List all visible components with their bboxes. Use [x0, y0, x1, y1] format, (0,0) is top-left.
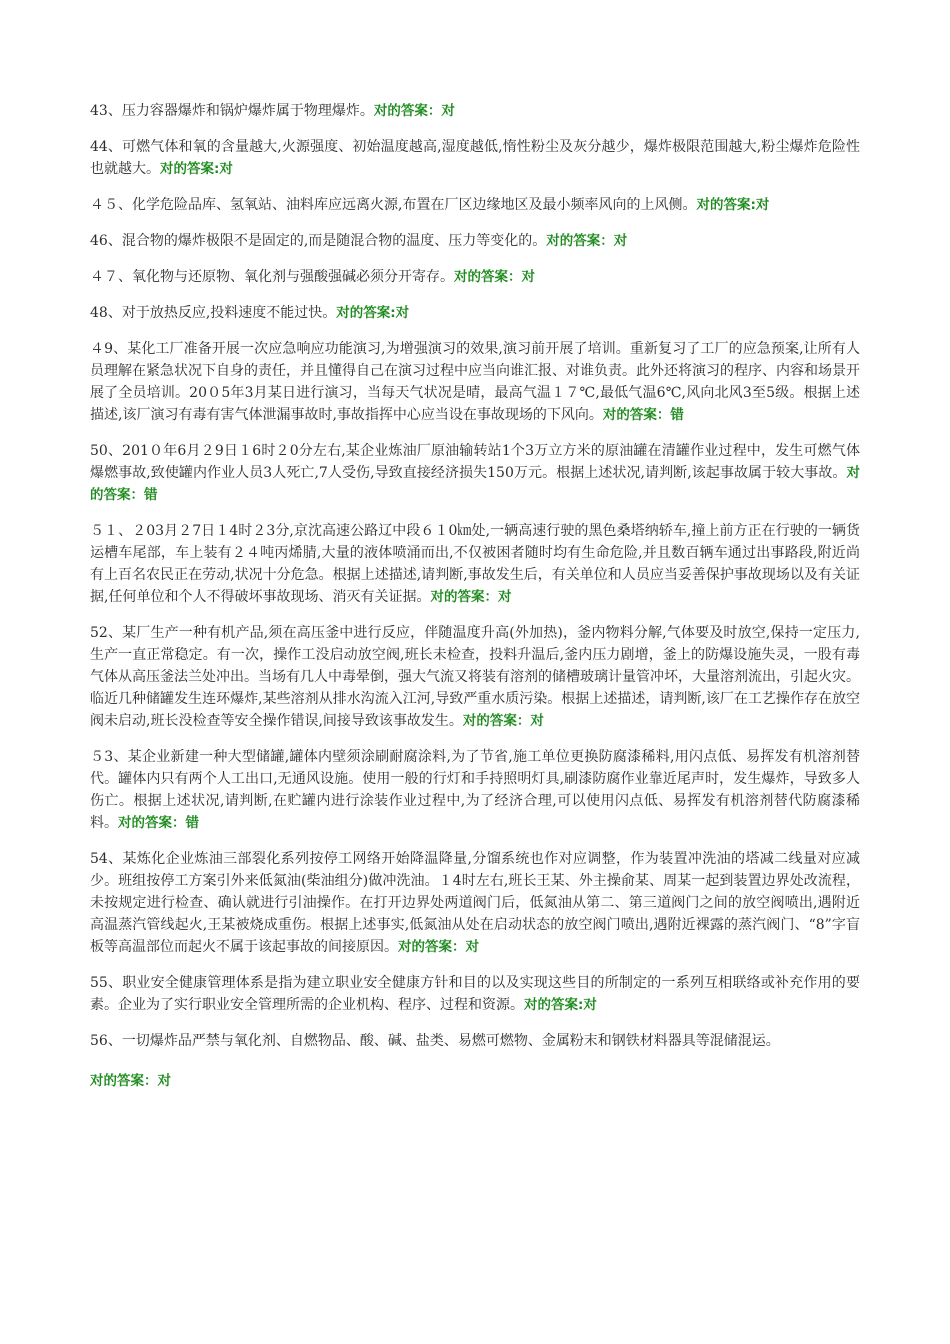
question-54: 54、某炼化企业炼油三部裂化系列按停工网络开始降温降量,分馏系统也作对应调整，作为装置冲洗油的塔减二线量对应减少。班组按停工方案引外来低氮油(柴油组分)做冲洗油。１4时左右,班长王某、外主操俞某、周某一起到装置边界处改流程，未按规定进行检查、确认就进行引油操作。在打开边界处两道阀门后，低氮油从第二、第三道阀门之间的放空阀喷出,遇附近高温蒸汽管线起火,王某被烧成重伤。根据上述事实,低氮油从处在启动状态的放空阀门喷出,遇附近裸露的蒸汽阀门、“8”字盲板等高温部位而起火不属于该起事故的间接原因。对的答案：对 — [90, 851, 860, 955]
answer-label: 对的答案：对 — [398, 939, 479, 955]
answer-label: 对的答案：对 — [546, 233, 628, 249]
answer-label: 对的答案：对 — [373, 103, 455, 119]
question-48: 48、对于放热反应,投料速度不能过快。对的答案:对 — [90, 305, 410, 321]
answer-label: 对的答案：对 — [90, 1073, 171, 1089]
answer-label: 对的答案：错 — [90, 465, 860, 503]
answer-label: 对的答案：对 — [462, 713, 544, 729]
question-50: 50、201０年6月２9日１6时２0分左右,某企业炼油厂原油输转站1个3万立方米的原油罐在清罐作业过程中，发生可燃气体爆燃事故,致使罐内作业人员3人死亡,7人受伤,导致直接经济损失150万元。根据上述状况,请判断,该起事故属于较大事故。对的答案：错 — [90, 443, 860, 503]
answer-label: 对的答案:对 — [524, 997, 597, 1013]
answer-label: 对的答案：对 — [454, 269, 535, 285]
question-45: ４５、化学危险品库、氢氧站、油料库应远离火源,布置在厂区边缘地区及最小频率风向的上风侧。对的答案:对 — [90, 197, 770, 213]
question-47: ４７、氧化物与还原物、氧化剂与强酸强碱必须分开寄存。对的答案：对 — [90, 269, 535, 285]
question-43: 43、压力容器爆炸和锅炉爆炸属于物理爆炸。对的答案：对 — [90, 103, 455, 119]
question-53: ５3、某企业新建一种大型储罐,罐体内壁须涂刷耐腐涂料,为了节省,施工单位更换防腐漆稀料,用闪点低、易挥发有机溶剂替代。罐体内只有两个人工出口,无通风设施。使用一般的行灯和手持照明灯具,刷漆防腐作业靠近尾声时，发生爆炸，导致多人伤亡。根据上述状况,请判断,在贮罐内进行涂装作业过程中,为了经济合理,可以使用闪点低、易挥发有机溶剂替代防腐漆稀料。对的答案：错 — [90, 749, 860, 831]
answer-label: 对的答案：错 — [118, 815, 199, 831]
question-49: ４9、某化工厂准备开展一次应急响应功能演习,为增强演习的效果,演习前开展了培训。重新复习了工厂的应急预案,让所有人员理解在紧急状况下自身的责任，并且懂得自己在演习过程中应当向谁汇报、对谁负责。此外还将演习的程序、内容和场景开展了全员培训。20０5年3月某日进行演习，当每天气状况是晴，最高气温１７℃,最低气温6℃,风向北风3至5级。根据上述描述,该厂演习有毒有害气体泄漏事故时,事故指挥中心应当设在事故现场的下风向。对的答案：错 — [90, 341, 860, 423]
question-52: 52、某厂生产一种有机产品,须在高压釜中进行反应，伴随温度升高(外加热)，釜内物料分解,气体要及时放空,保持一定压力,生产一直正常稳定。有一次，操作工没启动放空阀,班长未检查，投料升温后,釜内压力剧增，釜上的防爆设施失灵，一股有毒气体从高压釜法兰处冲出。当场有几人中毒晕倒，强大气流又将装有溶剂的储槽玻璃计量管冲坏，大量溶剂流出，引起火灾。临近几种储罐发生连环爆炸,某些溶剂从排水沟流入江河,导致严重水质污染。根据上述描述，请判断,该厂在工艺操作存在放空阀未启动,班长没检查等安全操作错误,间接导致该事故发生。对的答案：对 — [90, 625, 860, 729]
question-46: 46、混合物的爆炸极限不是固定的,而是随混合物的温度、压力等变化的。对的答案：对 — [90, 233, 628, 249]
document-page — [90, 100, 860, 1106]
question-56: 56、一切爆炸品严禁与氧化剂、自燃物品、酸、碱、盐类、易燃可燃物、金属粉末和钢铁材料器具等混储混运。 — [90, 1033, 780, 1049]
answer-line-56 — [90, 1070, 860, 1092]
answer-label: 对的答案：对 — [430, 589, 512, 605]
question-55: 55、职业安全健康管理体系是指为建立职业安全健康方针和目的以及实现这些目的所制定的一系列互相联络或补充作用的要素。企业为了实行职业安全管理所需的企业机构、程序、过程和资源。对的答案:对 — [90, 975, 860, 1013]
answer-label: 对的答案：错 — [602, 407, 684, 423]
answer-label: 对的答案:对 — [696, 197, 770, 213]
question-51: ５１、２03月２7日１4时２3分,京沈高速公路辽中段６１0㎞处,一辆高速行驶的黑色桑塔纳轿车,撞上前方正在行驶的一辆货运槽车尾部，车上装有２４吨丙烯腈,大量的液体喷涌而出,不仅被困者随时均有生命危险,并且数百辆车通过出事路段,附近尚有上百名农民正在劳动,状况十分危急。根据上述描述,请判断,事故发生后，有关单位和人员应当妥善保护事故现场以及有关证据,任何单位和个人不得破坏事故现场、消灭有关证据。对的答案：对 — [90, 523, 860, 605]
answer-label: 对的答案:对 — [336, 305, 410, 321]
answer-label: 对的答案:对 — [160, 161, 233, 177]
question-44: 44、可燃气体和氧的含量越大,火源强度、初始温度越高,湿度越低,惰性粉尘及灰分越少，爆炸极限范围越大,粉尘爆炸危险性也就越大。对的答案:对 — [90, 139, 860, 177]
